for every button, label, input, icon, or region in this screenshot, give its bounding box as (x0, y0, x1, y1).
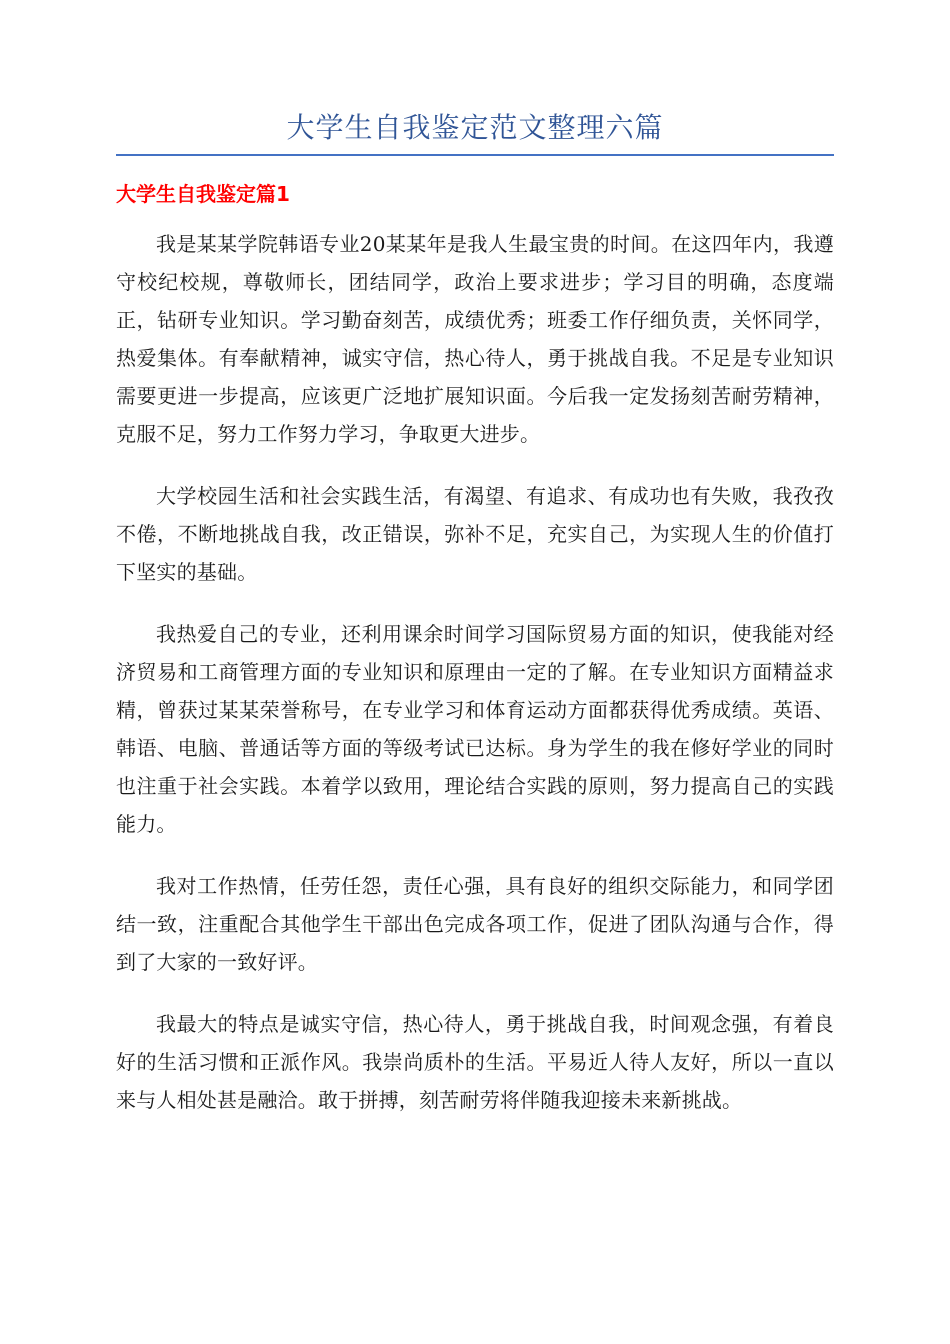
section-heading: 大学生自我鉴定篇1 (116, 182, 290, 206)
paragraph-1: 我是某某学院韩语专业20某某年是我人生最宝贵的时间。在这四年内，我遵守校纪校规，尊敬师长，团结同学，政治上要求进步；学习目的明确，态度端正，钻研专业知识。学习勤奋刻苦，成绩优秀；班委工作仔细负责，关怀同学，热爱集体。有奉献精神，诚实守信，热心待人，勇于挑战自我。不足是专业知识需要更进一步提高，应该更广泛地扩展知识面。今后我一定发扬刻苦耐劳精神，克服不足，努力工作努力学习，争取更大进步。 (116, 232, 834, 446)
document-title: 大学生自我鉴定范文整理六篇 (286, 111, 664, 144)
title-underline (116, 154, 834, 156)
document-body (116, 225, 834, 1143)
paragraph-5: 我最大的特点是诚实守信，热心待人，勇于挑战自我，时间观念强，有着良好的生活习惯和正派作风。我崇尚质朴的生活。平易近人待人友好，所以一直以来与人相处甚是融洽。敢于拼搏，刻苦耐劳将伴随我迎接未来新挑战。 (116, 1012, 834, 1112)
paragraph-2: 大学校园生活和社会实践生活，有渴望、有追求、有成功也有失败，我孜孜不倦，不断地挑战自我，改正错误，弥补不足，充实自己，为实现人生的价值打下坚实的基础。 (116, 484, 834, 584)
paragraph-4: 我对工作热情，任劳任怨，责任心强，具有良好的组织交际能力，和同学团结一致，注重配合其他学生干部出色完成各项工作，促进了团队沟通与合作，得到了大家的一致好评。 (116, 874, 834, 974)
paragraph-3: 我热爱自己的专业，还利用课余时间学习国际贸易方面的知识，使我能对经济贸易和工商管理方面的专业知识和原理由一定的了解。在专业知识方面精益求精，曾获过某某荣誉称号，在专业学习和体育运动方面都获得优秀成绩。英语、韩语、电脑、普通话等方面的等级考试已达标。身为学生的我在修好学业的同时也注重于社会实践。本着学以致用，理论结合实践的原则，努力提高自己的实践能力。 (116, 622, 834, 836)
